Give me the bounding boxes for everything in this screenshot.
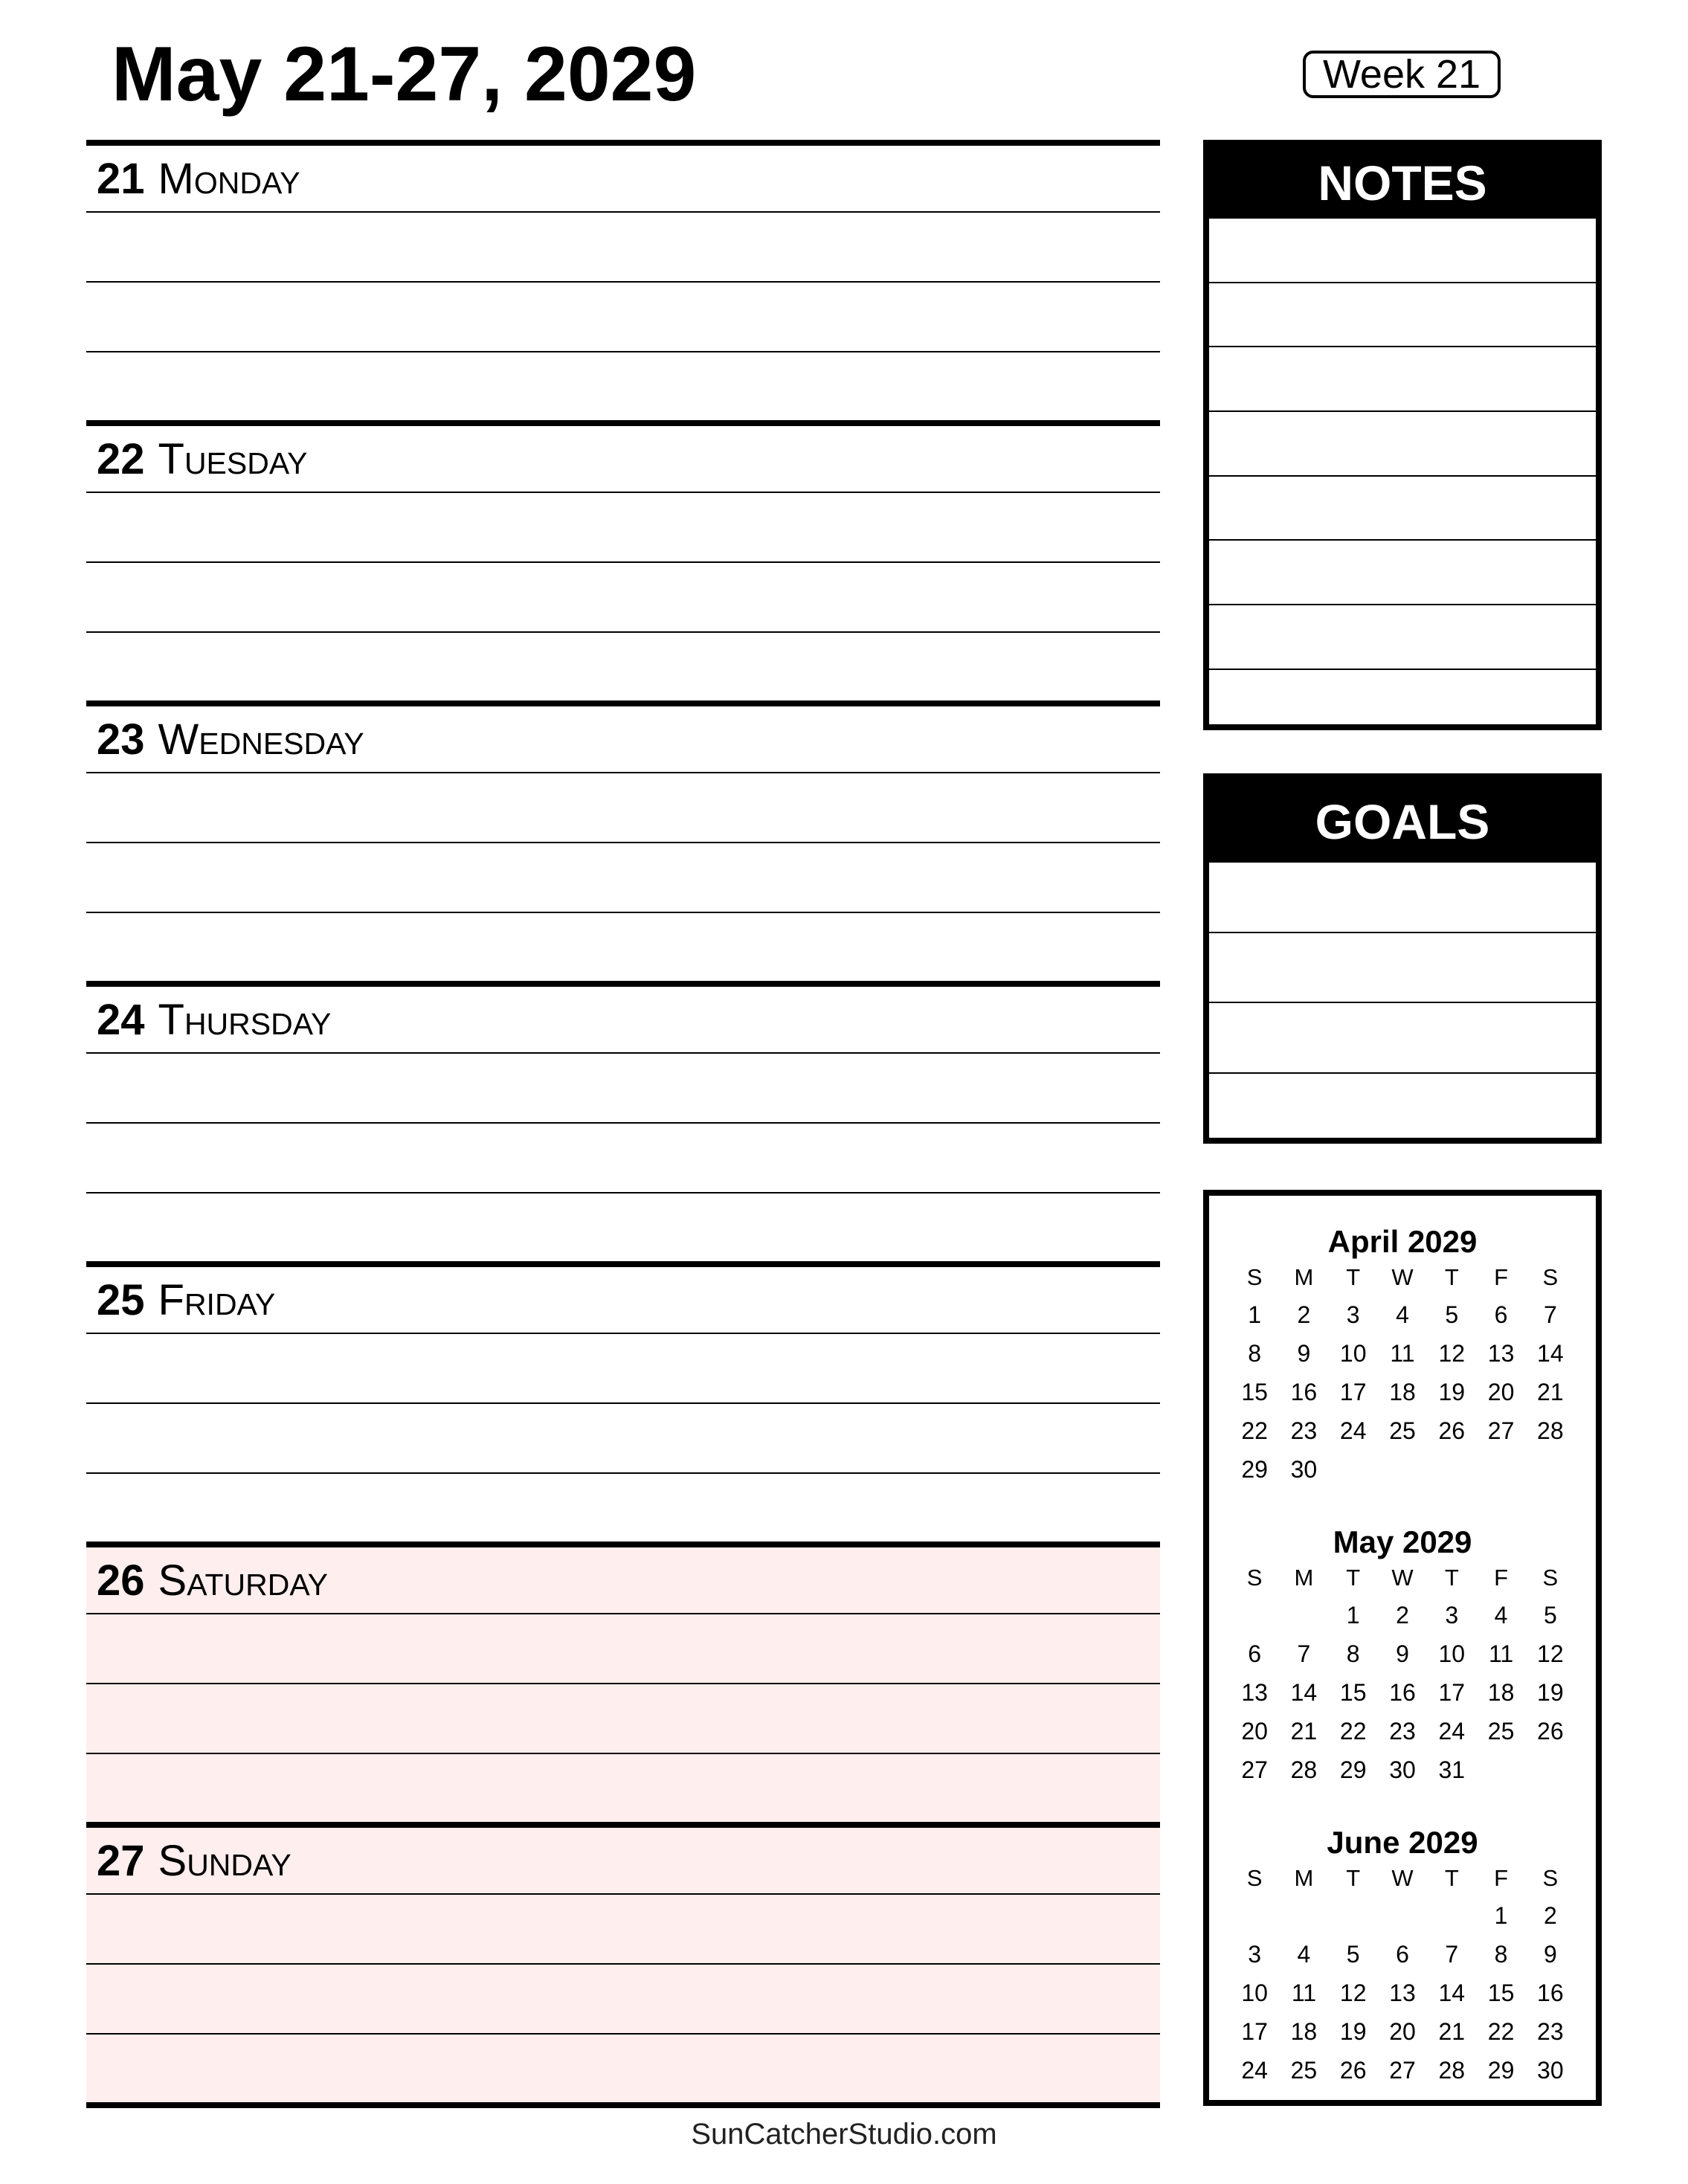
- date-cell: 14: [1438, 1980, 1466, 2006]
- writing-line[interactable]: [86, 1474, 1160, 1544]
- date-cell: 17: [1339, 1379, 1367, 1405]
- goals-line[interactable]: [1209, 933, 1596, 1004]
- date-cell: 21: [1537, 1379, 1564, 1405]
- date-cell: 21: [1290, 1718, 1318, 1745]
- date-cell: 29: [1487, 2057, 1515, 2084]
- date-cell: 13: [1241, 1679, 1268, 1706]
- day-name: Tuesday: [158, 434, 308, 483]
- date-cell: 17: [1438, 1679, 1466, 1706]
- date-cell: 18: [1290, 2018, 1318, 2045]
- date-cell: 7: [1543, 1301, 1557, 1328]
- day-name: Monday: [158, 154, 300, 203]
- date-cell: 12: [1339, 1980, 1367, 2006]
- date-cell: 30: [1389, 1756, 1416, 1783]
- writing-line[interactable]: [86, 843, 1160, 913]
- weekday-label: F: [1494, 1565, 1509, 1591]
- date-cell: 14: [1537, 1340, 1564, 1367]
- date-cell: 20: [1389, 2018, 1416, 2045]
- date-cell: 22: [1339, 1718, 1367, 1745]
- day-name: Thursday: [158, 995, 332, 1044]
- date-cell: 27: [1487, 1417, 1515, 1444]
- date-cell: 18: [1389, 1379, 1416, 1405]
- writing-line[interactable]: [86, 1404, 1160, 1474]
- date-cell: 25: [1290, 2057, 1318, 2084]
- date-cell: 31: [1438, 1756, 1466, 1783]
- date-cell: 6: [1396, 1941, 1409, 1968]
- day-header: [86, 1267, 1160, 1334]
- day-section-sunday: [86, 1822, 1160, 2102]
- date-cell: 15: [1339, 1679, 1367, 1706]
- date-cell: 10: [1438, 1640, 1466, 1667]
- weekday-label: S: [1246, 1565, 1263, 1591]
- goals-box: [1203, 773, 1602, 1144]
- empty-cell: [1279, 1896, 1328, 1935]
- weekday-label: M: [1294, 1865, 1314, 1891]
- weekday-label: T: [1346, 1264, 1361, 1290]
- date-cell: 29: [1241, 1456, 1268, 1483]
- mini-calendar-grid: [1230, 1862, 1575, 2090]
- weekday-label: S: [1542, 1865, 1559, 1891]
- date-cell: 26: [1537, 1718, 1564, 1745]
- empty-cell: [1279, 1596, 1328, 1634]
- footer-credit: SunCatcherStudio.com: [691, 2118, 997, 2151]
- date-cell: 21: [1438, 2018, 1466, 2045]
- weekday-label: T: [1444, 1865, 1459, 1891]
- date-cell: 10: [1339, 1340, 1367, 1367]
- weekday-label: M: [1294, 1264, 1314, 1290]
- date-cell: 16: [1537, 1980, 1564, 2006]
- notes-line[interactable]: [1209, 605, 1596, 670]
- day-section-tuesday: [86, 420, 1160, 700]
- date-cell: 22: [1241, 1417, 1268, 1444]
- date-cell: 11: [1291, 1980, 1317, 2006]
- weekday-label: W: [1391, 1565, 1414, 1591]
- weekday-label: M: [1294, 1565, 1314, 1591]
- notes-box: [1203, 140, 1602, 730]
- day-number: 23: [97, 715, 145, 764]
- date-cell: 6: [1494, 1301, 1508, 1328]
- goals-line[interactable]: [1209, 863, 1596, 933]
- day-number: 26: [97, 1556, 145, 1605]
- day-header: [86, 426, 1160, 493]
- weekday-label: F: [1494, 1264, 1509, 1290]
- date-cell: 20: [1487, 1379, 1515, 1405]
- weekday-label: T: [1346, 1865, 1361, 1891]
- writing-line[interactable]: [86, 633, 1160, 703]
- date-cell: 10: [1241, 1980, 1268, 2006]
- date-cell: 8: [1494, 1941, 1508, 1968]
- day-name: Wednesday: [158, 715, 364, 764]
- mini-calendar-grid: [1230, 1261, 1575, 1489]
- weekday-label: T: [1346, 1565, 1361, 1591]
- date-cell: 16: [1290, 1379, 1318, 1405]
- empty-cell: [1329, 1896, 1378, 1935]
- date-cell: 14: [1290, 1679, 1318, 1706]
- mini-calendar: [1230, 1223, 1575, 1489]
- day-section-thursday: [86, 981, 1160, 1261]
- date-cell: 12: [1537, 1640, 1564, 1667]
- date-cell: 25: [1487, 1718, 1515, 1745]
- weekday-label: T: [1444, 1264, 1459, 1290]
- date-cell: 1: [1494, 1902, 1508, 1929]
- date-cell: 24: [1438, 1718, 1466, 1745]
- day-section-wednesday: [86, 700, 1160, 981]
- date-cell: 27: [1241, 1756, 1268, 1783]
- writing-line[interactable]: [86, 1124, 1160, 1194]
- writing-line[interactable]: [86, 1334, 1160, 1404]
- day-header: [86, 1828, 1160, 1895]
- date-cell: 26: [1339, 2057, 1367, 2084]
- day-planner: [86, 140, 1160, 2108]
- date-cell: 3: [1248, 1941, 1262, 1968]
- date-cell: 9: [1543, 1941, 1557, 1968]
- date-cell: 22: [1487, 2018, 1515, 2045]
- date-cell: 12: [1438, 1340, 1466, 1367]
- mini-calendar-title: June 2029: [1327, 1825, 1478, 1860]
- weekday-label: W: [1391, 1865, 1414, 1891]
- date-cell: 5: [1346, 1941, 1360, 1968]
- empty-cell: [1427, 1896, 1476, 1935]
- day-name: Friday: [158, 1275, 276, 1324]
- date-cell: 23: [1389, 1718, 1416, 1745]
- writing-line[interactable]: [86, 352, 1160, 422]
- week-badge: Week 21: [1303, 51, 1501, 98]
- empty-cell: [1230, 1596, 1279, 1634]
- date-cell: 1: [1346, 1602, 1360, 1629]
- date-cell: 19: [1339, 2018, 1367, 2045]
- date-cell: 30: [1537, 2057, 1564, 2084]
- day-name: Saturday: [158, 1556, 329, 1605]
- date-cell: 15: [1241, 1379, 1268, 1405]
- date-cell: 8: [1346, 1640, 1360, 1667]
- day-section-friday: [86, 1261, 1160, 1542]
- notes-line[interactable]: [1209, 283, 1596, 348]
- weekday-label: W: [1391, 1264, 1414, 1290]
- writing-line[interactable]: [86, 1194, 1160, 1263]
- writing-line[interactable]: [86, 1684, 1160, 1754]
- date-cell: 2: [1543, 1902, 1557, 1929]
- date-cell: 2: [1396, 1602, 1409, 1629]
- date-cell: 28: [1290, 1756, 1318, 1783]
- writing-line[interactable]: [86, 1054, 1160, 1124]
- weekday-label: S: [1246, 1264, 1263, 1290]
- page-title: May 21-27, 2029: [112, 31, 697, 117]
- writing-line[interactable]: [86, 493, 1160, 563]
- weekday-label: S: [1542, 1565, 1559, 1591]
- goals-header: GOALS: [1209, 779, 1596, 863]
- goals-line[interactable]: [1209, 1003, 1596, 1074]
- date-cell: 13: [1389, 1980, 1416, 2006]
- date-cell: 27: [1389, 2057, 1416, 2084]
- day-section-saturday: [86, 1542, 1160, 1822]
- date-cell: 25: [1389, 1417, 1416, 1444]
- day-number: 22: [97, 434, 145, 483]
- mini-calendar: [1230, 1523, 1575, 1789]
- weekday-label: T: [1444, 1565, 1459, 1591]
- day-header: [86, 706, 1160, 773]
- date-cell: 5: [1445, 1301, 1459, 1328]
- notes-line[interactable]: [1209, 477, 1596, 541]
- date-cell: 29: [1339, 1756, 1367, 1783]
- notes-header: NOTES: [1209, 146, 1596, 219]
- day-number: 27: [97, 1836, 145, 1885]
- day-header: [86, 1547, 1160, 1614]
- date-cell: 3: [1346, 1301, 1360, 1328]
- date-cell: 4: [1396, 1301, 1409, 1328]
- weekday-label: S: [1542, 1264, 1559, 1290]
- writing-line[interactable]: [86, 773, 1160, 843]
- date-cell: 23: [1290, 1417, 1318, 1444]
- date-cell: 15: [1487, 1980, 1515, 2006]
- date-cell: 11: [1488, 1640, 1514, 1667]
- notes-line[interactable]: [1209, 219, 1596, 283]
- writing-line[interactable]: [86, 563, 1160, 633]
- day-header: [86, 146, 1160, 213]
- day-number: 21: [97, 154, 145, 203]
- goals-line[interactable]: [1209, 1074, 1596, 1144]
- date-cell: 18: [1487, 1679, 1515, 1706]
- date-cell: 17: [1241, 2018, 1268, 2045]
- mini-calendar-title: May 2029: [1333, 1524, 1472, 1559]
- notes-line[interactable]: [1209, 412, 1596, 477]
- date-cell: 26: [1438, 1417, 1466, 1444]
- date-cell: 5: [1543, 1602, 1557, 1629]
- date-cell: 8: [1248, 1340, 1262, 1367]
- day-name: Sunday: [158, 1836, 291, 1885]
- weekday-label: F: [1494, 1865, 1509, 1891]
- date-cell: 4: [1297, 1941, 1311, 1968]
- day-number: 25: [97, 1275, 145, 1324]
- date-cell: 9: [1396, 1640, 1409, 1667]
- date-cell: 6: [1248, 1640, 1262, 1667]
- date-cell: 19: [1537, 1679, 1564, 1706]
- date-cell: 20: [1241, 1718, 1268, 1745]
- writing-line[interactable]: [86, 1754, 1160, 1824]
- date-cell: 16: [1389, 1679, 1416, 1706]
- notes-line[interactable]: [1209, 670, 1596, 735]
- writing-line[interactable]: [86, 1895, 1160, 1965]
- mini-calendars-box: [1203, 1190, 1602, 2106]
- date-cell: 9: [1297, 1340, 1311, 1367]
- empty-cell: [1378, 1896, 1427, 1935]
- writing-line[interactable]: [86, 1614, 1160, 1684]
- writing-line[interactable]: [86, 913, 1160, 983]
- date-cell: 3: [1445, 1602, 1459, 1629]
- mini-calendar-grid: [1230, 1562, 1575, 1789]
- date-cell: 30: [1290, 1456, 1318, 1483]
- writing-line[interactable]: [86, 283, 1160, 352]
- date-cell: 23: [1537, 2018, 1564, 2045]
- writing-line[interactable]: [86, 2035, 1160, 2104]
- date-cell: 24: [1339, 1417, 1367, 1444]
- writing-line[interactable]: [86, 1965, 1160, 2035]
- mini-calendar-title: April 2029: [1327, 1224, 1478, 1259]
- date-cell: 7: [1297, 1640, 1311, 1667]
- writing-line[interactable]: [86, 213, 1160, 283]
- date-cell: 1: [1248, 1301, 1262, 1328]
- date-cell: 4: [1494, 1602, 1508, 1629]
- date-cell: 2: [1297, 1301, 1311, 1328]
- date-cell: 13: [1487, 1340, 1515, 1367]
- date-cell: 28: [1438, 2057, 1466, 2084]
- notes-line[interactable]: [1209, 347, 1596, 412]
- date-cell: 11: [1390, 1340, 1415, 1367]
- notes-line[interactable]: [1209, 541, 1596, 605]
- day-section-monday: [86, 140, 1160, 420]
- date-cell: 7: [1445, 1941, 1459, 1968]
- day-number: 24: [97, 995, 145, 1044]
- day-header: [86, 987, 1160, 1054]
- weekday-label: S: [1246, 1865, 1263, 1891]
- mini-calendar: [1230, 1823, 1575, 2090]
- empty-cell: [1230, 1896, 1279, 1935]
- date-cell: 24: [1241, 2057, 1268, 2084]
- date-cell: 28: [1537, 1417, 1564, 1444]
- date-cell: 19: [1438, 1379, 1466, 1405]
